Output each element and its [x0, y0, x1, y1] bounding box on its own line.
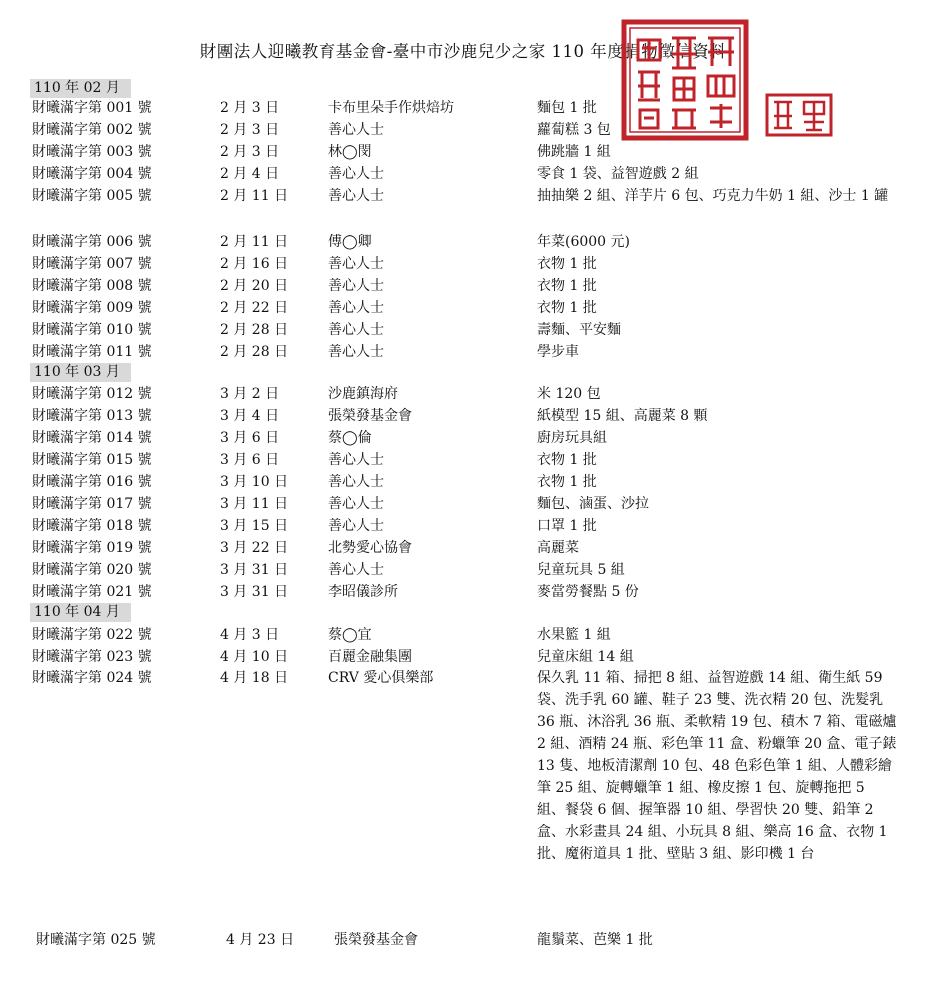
donated-items: 麵包、滷蛋、沙拉: [537, 496, 649, 512]
table-row: [0, 97, 926, 119]
donor-name: 善心人士: [328, 518, 384, 534]
table-row: [0, 319, 926, 341]
donor-name: 李昭儀診所: [328, 584, 398, 600]
receipt-number: 財曦滿字第 011 號: [32, 344, 152, 360]
donated-items: 壽麵、平安麵: [537, 322, 621, 338]
receipt-number: 財曦滿字第 014 號: [32, 430, 152, 446]
receipt-number: 財曦滿字第 012 號: [32, 386, 152, 402]
donated-items: 紙模型 15 組、高麗菜 8 顆: [537, 408, 708, 424]
donated-items: 蘿蔔糕 3 包: [537, 122, 611, 138]
donated-items: 高麗菜: [537, 540, 579, 556]
donor-name: 沙鹿鎮海府: [328, 386, 398, 402]
donor-name: 善心人士: [328, 166, 384, 182]
receipt-number: 財曦滿字第 021 號: [32, 584, 152, 600]
donation-date: 2 月 3 日: [220, 100, 280, 116]
donor-name: 善心人士: [328, 474, 384, 490]
receipt-number: 財曦滿字第 002 號: [32, 122, 152, 138]
table-row: [0, 141, 926, 163]
table-row: [0, 581, 926, 603]
receipt-number: 財曦滿字第 019 號: [32, 540, 152, 556]
donated-items: 衣物 1 批: [537, 278, 597, 294]
receipt-number: 財曦滿字第 015 號: [32, 452, 152, 468]
donation-date: 3 月 4 日: [220, 408, 280, 424]
donor-name: 張榮發基金會: [334, 932, 418, 948]
donated-items: 廚房玩具組: [537, 430, 607, 446]
donation-date: 2 月 22 日: [220, 300, 289, 316]
table-row: [0, 163, 926, 185]
donation-date: 2 月 11 日: [220, 234, 289, 250]
donation-date: 2 月 28 日: [220, 344, 289, 360]
donated-items: 抽抽樂 2 組、洋芋片 6 包、巧克力牛奶 1 組、沙士 1 罐: [537, 188, 889, 204]
table-row: [0, 253, 926, 275]
receipt-number: 財曦滿字第 016 號: [32, 474, 152, 490]
table-row: [0, 493, 926, 515]
donated-items: 年菜(6000 元): [537, 234, 631, 250]
receipt-number: 財曦滿字第 005 號: [32, 188, 152, 204]
receipt-number: 財曦滿字第 009 號: [32, 300, 152, 316]
receipt-number: 財曦滿字第 001 號: [32, 100, 152, 116]
donor-name: 善心人士: [328, 256, 384, 272]
table-row: [0, 471, 926, 493]
donation-date: 2 月 28 日: [220, 322, 289, 338]
donation-date: 4 月 18 日: [220, 670, 289, 686]
receipt-number: 財曦滿字第 024 號: [32, 670, 152, 686]
table-row: [0, 275, 926, 297]
donor-name: 蔡◯倫: [328, 430, 372, 446]
receipt-number: 財曦滿字第 020 號: [32, 562, 152, 578]
receipt-number: 財曦滿字第 004 號: [32, 166, 152, 182]
donated-items: 口罩 1 批: [537, 518, 597, 534]
donated-items: 麥當勞餐點 5 份: [537, 584, 639, 600]
receipt-number: 財曦滿字第 007 號: [32, 256, 152, 272]
table-row: [0, 624, 926, 646]
donated-items: 麵包 1 批: [537, 100, 597, 116]
table-row: [0, 427, 926, 449]
donor-name: CRV 愛心俱樂部: [328, 670, 434, 686]
donor-name: 善心人士: [328, 562, 384, 578]
table-row: [0, 929, 926, 951]
receipt-number: 財曦滿字第 013 號: [32, 408, 152, 424]
month-header: 110 年 04 月: [30, 603, 131, 622]
month-header: 110 年 02 月: [30, 79, 131, 98]
donor-name: 善心人士: [328, 322, 384, 338]
receipt-number: 財曦滿字第 008 號: [32, 278, 152, 294]
receipt-number: 財曦滿字第 025 號: [36, 932, 156, 948]
donated-items: 水果籃 1 組: [537, 627, 611, 643]
table-row: [0, 559, 926, 581]
donated-items: 衣物 1 批: [537, 300, 597, 316]
receipt-number: 財曦滿字第 018 號: [32, 518, 152, 534]
receipt-number: 財曦滿字第 010 號: [32, 322, 152, 338]
table-row: [0, 297, 926, 319]
donor-name: 張榮發基金會: [328, 408, 412, 424]
donation-date: 3 月 6 日: [220, 452, 280, 468]
donated-items: 衣物 1 批: [537, 452, 597, 468]
month-header: 110 年 03 月: [30, 363, 131, 382]
donation-date: 2 月 4 日: [220, 166, 280, 182]
donor-name: 北勢愛心協會: [328, 540, 412, 556]
donation-date: 3 月 15 日: [220, 518, 289, 534]
donation-date: 2 月 3 日: [220, 144, 280, 160]
table-row: [0, 341, 926, 363]
donation-date: 3 月 31 日: [220, 584, 289, 600]
receipt-number: 財曦滿字第 003 號: [32, 144, 152, 160]
receipt-number: 財曦滿字第 023 號: [32, 649, 152, 665]
donor-name: 卡布里朵手作烘焙坊: [328, 100, 454, 116]
donated-items: 衣物 1 批: [537, 474, 597, 490]
receipt-number: 財曦滿字第 006 號: [32, 234, 152, 250]
donation-date: 4 月 23 日: [226, 932, 295, 948]
donated-items: 米 120 包: [537, 386, 601, 402]
donated-items: 佛跳牆 1 組: [537, 144, 611, 160]
donor-name: 百麗金融集團: [328, 649, 412, 665]
donated-items: 龍鬚菜、芭樂 1 批: [537, 932, 653, 948]
donated-items: 零食 1 袋、益智遊戲 2 組: [537, 166, 699, 182]
donation-date: 3 月 2 日: [220, 386, 280, 402]
donor-name: 善心人士: [328, 300, 384, 316]
donated-items: 保久乳 11 箱、掃把 8 組、益智遊戲 14 組、衛生紙 59 袋、洗手乳 60 罐、鞋子 23 雙、洗衣精 20 包、洗髮乳 36 瓶、沐浴乳 36 瓶、柔軟精 19 包、積木 7 箱、電磁爐 2 組、酒精 24 瓶、彩色筆 11 盒、粉蠟筆 20 盒、電子錶 13 隻、地板清潔劑 10 包、48 色彩色筆 1 組、人體彩繪筆 25 組、旋轉蠟筆 1 組、橡皮擦 1 包、旋轉拖把 5 組、餐袋 6 個、握筆器 10 組、學習快 20 雙、鉛筆 2 盒、水彩畫具 24 組、小玩具 8 組、樂高 16 盒、衣物 1 批、魔術道具 1 批、壁貼 3 組、影印機 1 台: [537, 670, 897, 862]
table-row: [0, 231, 926, 253]
donation-date: 4 月 3 日: [220, 627, 280, 643]
table-row: [0, 185, 926, 229]
donor-name: 善心人士: [328, 188, 384, 204]
donor-name: 林◯閔: [328, 144, 372, 160]
receipt-number: 財曦滿字第 022 號: [32, 627, 152, 643]
table-row: [0, 383, 926, 405]
table-row: [0, 667, 926, 925]
table-row: [0, 646, 926, 668]
donor-name: 善心人士: [328, 122, 384, 138]
donation-date: 3 月 22 日: [220, 540, 289, 556]
donated-items: 兒童床組 14 組: [537, 649, 634, 665]
donor-name: 蔡◯宜: [328, 627, 372, 643]
donated-items: 衣物 1 批: [537, 256, 597, 272]
donor-name: 善心人士: [328, 344, 384, 360]
donor-name: 善心人士: [328, 278, 384, 294]
table-row: [0, 537, 926, 559]
donation-date: 2 月 3 日: [220, 122, 280, 138]
donor-name: 傅◯卿: [328, 234, 372, 250]
donation-date: 2 月 16 日: [220, 256, 289, 272]
page-title: 財團法人迎曦教育基金會-臺中市沙鹿兒少之家 110 年度捐物徵信資料: [199, 42, 727, 61]
table-row: [0, 449, 926, 471]
donation-date: 4 月 10 日: [220, 649, 289, 665]
donation-date: 3 月 6 日: [220, 430, 280, 446]
table-row: [0, 119, 926, 141]
table-row: [0, 515, 926, 537]
donor-name: 善心人士: [328, 452, 384, 468]
receipt-number: 財曦滿字第 017 號: [32, 496, 152, 512]
donation-date: 3 月 11 日: [220, 496, 289, 512]
donated-items: 學步車: [537, 344, 579, 360]
table-row: [0, 405, 926, 427]
donation-date: 3 月 31 日: [220, 562, 289, 578]
donor-name: 善心人士: [328, 496, 384, 512]
donation-date: 2 月 20 日: [220, 278, 289, 294]
donated-items: 兒童玩具 5 組: [537, 562, 625, 578]
donation-date: 3 月 10 日: [220, 474, 289, 490]
donation-date: 2 月 11 日: [220, 188, 289, 204]
